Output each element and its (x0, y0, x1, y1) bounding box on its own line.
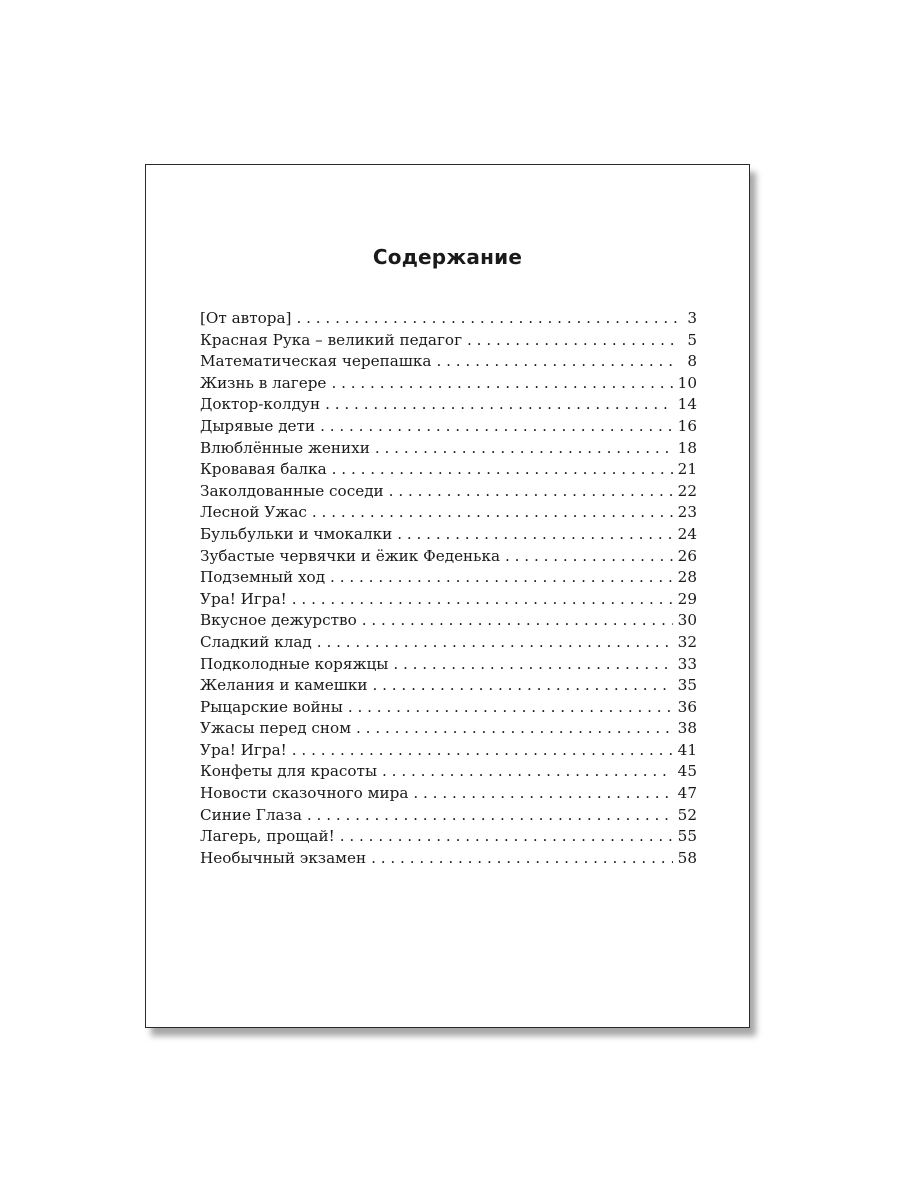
toc-dot-leader (382, 762, 673, 780)
toc-entry-title: Конфеты для красоты (200, 762, 378, 781)
toc-entry-page-number: 14 (677, 395, 697, 414)
toc-dot-leader (320, 417, 673, 435)
toc-entry-title: Влюблённые женихи (200, 438, 370, 457)
toc-entry-title: Дырявые дети (200, 416, 316, 435)
toc-entry (200, 676, 697, 698)
toc-dot-leader (340, 827, 673, 845)
toc-dot-leader (317, 633, 673, 651)
toc-dot-leader (292, 590, 673, 608)
toc-entry-title: Красная Рука – великий педагог (200, 330, 463, 349)
toc-entry (200, 655, 697, 677)
toc-entry (200, 784, 697, 806)
toc-entry-title: [От автора] (200, 309, 292, 327)
toc-entry (200, 827, 697, 849)
toc-entry-title: Желания и камешки (200, 676, 368, 695)
toc-dot-leader (292, 741, 673, 759)
toc-entry-title: Синие Глаза (200, 805, 302, 824)
toc-entry (200, 547, 697, 569)
toc-dot-leader (330, 568, 673, 586)
toc-dot-leader (332, 460, 673, 478)
toc-dot-leader (325, 395, 673, 413)
toc-entry-page-number: 41 (677, 740, 697, 759)
toc-entry-title: Бульбульки и чмокалки (200, 524, 393, 543)
toc-entry-page-number: 58 (677, 848, 697, 867)
toc-entry (200, 633, 697, 655)
toc-entry-page-number: 28 (677, 568, 697, 587)
toc-dot-leader (362, 611, 673, 629)
toc-dot-leader (348, 698, 673, 716)
toc-entry-page-number: 5 (687, 330, 697, 349)
toc-entry (200, 568, 697, 590)
toc-dot-leader (375, 439, 673, 457)
toc-entry-page-number: 22 (677, 481, 697, 500)
toc-entry-page-number: 32 (677, 632, 697, 651)
table-of-contents (200, 309, 697, 870)
toc-entry-page-number: 52 (677, 805, 697, 824)
toc-entry-title: Доктор-колдун (200, 395, 321, 414)
toc-entry-title: Подколодные коряжцы (200, 654, 389, 673)
toc-entry (200, 395, 697, 417)
toc-entry-page-number: 21 (677, 460, 697, 479)
toc-entry-page-number: 35 (677, 676, 697, 695)
toc-entry (200, 309, 697, 331)
toc-dot-leader (372, 676, 672, 694)
toc-entry-title: Математическая черепашка (200, 352, 432, 371)
toc-entry-page-number: 36 (677, 697, 697, 716)
toc-entry (200, 331, 697, 353)
toc-entry (200, 525, 697, 547)
toc-entry-page-number: 16 (677, 416, 697, 435)
toc-entry-title: Подземный ход (200, 568, 326, 587)
toc-entry-title: Рыцарские войны (200, 697, 343, 716)
toc-entry (200, 590, 697, 612)
toc-entry-title: Ужасы перед сном (200, 719, 352, 738)
toc-entry (200, 352, 697, 374)
toc-entry (200, 417, 697, 439)
toc-entry-page-number: 47 (677, 784, 697, 803)
toc-entry-page-number: 18 (677, 438, 697, 457)
toc-entry-title: Сладкий клад (200, 632, 312, 651)
toc-entry (200, 482, 697, 504)
toc-entry-title: Необычный экзамен (200, 848, 367, 867)
toc-dot-leader (397, 525, 672, 543)
book-page (145, 164, 750, 1028)
toc-entry-title: Вкусное дежурство (200, 611, 357, 630)
toc-dot-leader (296, 309, 678, 327)
toc-entry-page-number: 3 (687, 309, 697, 327)
toc-dot-leader (331, 374, 672, 392)
toc-entry-page-number: 30 (677, 611, 697, 630)
toc-dot-leader (389, 482, 673, 500)
toc-entry-title: Лесной Ужас (200, 503, 307, 522)
toc-entry (200, 849, 697, 871)
toc-entry (200, 719, 697, 741)
toc-entry-page-number: 26 (677, 546, 697, 565)
toc-entry (200, 698, 697, 720)
toc-entry-title: Ура! Игра! (200, 589, 287, 608)
page-title: Содержание (372, 245, 523, 269)
toc-entry-title: Новости сказочного мира (200, 784, 409, 803)
toc-entry (200, 439, 697, 461)
toc-dot-leader (467, 331, 678, 349)
toc-entry-page-number: 29 (677, 589, 697, 608)
toc-entry-title: Заколдованные соседи (200, 481, 384, 500)
toc-dot-leader (393, 655, 672, 673)
toc-entry (200, 503, 697, 525)
toc-entry (200, 460, 697, 482)
toc-entry-title: Кровавая балка (200, 460, 327, 479)
toc-entry-title: Жизнь в лагере (200, 373, 327, 392)
toc-dot-leader (307, 806, 673, 824)
toc-entry-page-number: 8 (687, 352, 697, 371)
toc-entry-page-number: 38 (677, 719, 697, 738)
toc-entry-page-number: 24 (677, 524, 697, 543)
toc-dot-leader (356, 719, 673, 737)
toc-dot-leader (312, 503, 673, 521)
toc-entry-title: Ура! Игра! (200, 740, 287, 759)
toc-entry-page-number: 55 (677, 827, 697, 846)
toc-entry (200, 741, 697, 763)
toc-entry-page-number: 45 (677, 762, 697, 781)
toc-dot-leader (371, 849, 673, 867)
toc-entry (200, 762, 697, 784)
toc-entry-title: Лагерь, прощай! (200, 827, 335, 846)
toc-entry-title: Зубастые червячки и ёжик Феденька (200, 546, 500, 565)
toc-entry-page-number: 33 (677, 654, 697, 673)
toc-entry-page-number: 10 (677, 373, 697, 392)
toc-entry (200, 806, 697, 828)
toc-dot-leader (413, 784, 672, 802)
toc-entry (200, 374, 697, 396)
toc-dot-leader (505, 547, 673, 565)
toc-dot-leader (436, 352, 678, 370)
toc-entry (200, 611, 697, 633)
toc-entry-page-number: 23 (677, 503, 697, 522)
